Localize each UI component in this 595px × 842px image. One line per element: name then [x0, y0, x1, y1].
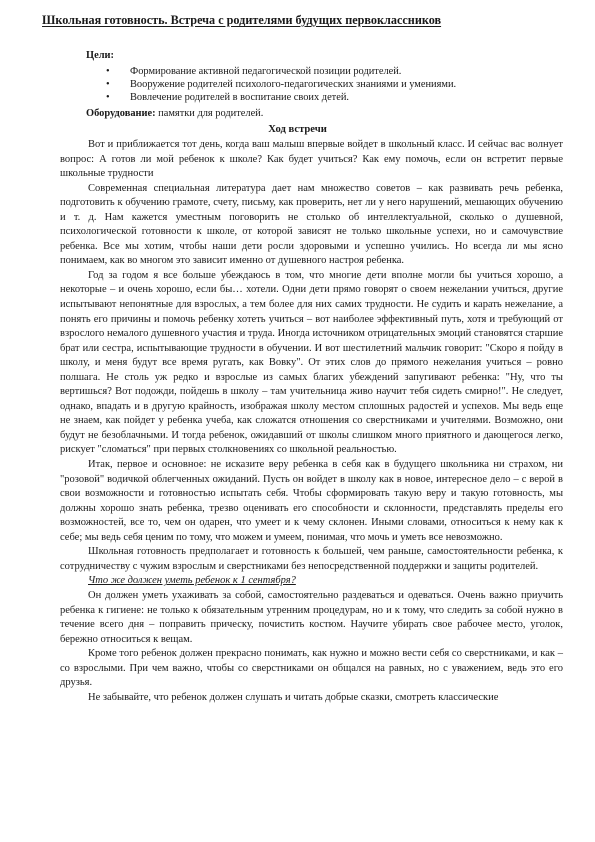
equipment-line	[86, 108, 263, 119]
bullet-icon: •	[106, 79, 110, 91]
bullet-icon: •	[106, 92, 110, 104]
bullet-icon: •	[106, 66, 110, 77]
paragraph: Современная специальная литература дает нам множество советов – как развивать речь ребенка, подготовить к обучению грамоте, счету, письму, как проверить, нет ли у него нарушений, мешающих обучению и т. д. Нам кажется уместным поговорить не столько об интеллектуальной, сколько о душевной, психологической готовности к школе, от которой зависят не только школьные успехи, но и самочувствие ребенка. Все мы хотим, чтобы наши дети росли здоровыми и успешно учились. Но всегда ли мы ясно понимаем, как во многом это зависит именно от душевного настроя ребенка.	[60, 182, 563, 267]
goal-text: Вовлечение родителей в воспитание своих детей.	[130, 92, 349, 104]
goal-item	[86, 91, 556, 104]
equipment-label: Оборудование:	[86, 108, 156, 119]
paragraph: Кроме того ребенок должен прекрасно понимать, как нужно и можно вести себя со сверстниками, и как – со взрослыми. При чем важно, чтобы со сверстниками он общался на равных, но с уважением, ведь это его друзья.	[60, 648, 563, 689]
page-title: Школьная готовность. Встреча с родителями будущих первоклассников	[42, 13, 442, 27]
goal-item	[86, 65, 556, 78]
goal-text: Вооружение родителей психолого-педагогических знаниями и умениями.	[130, 79, 457, 91]
section-heading: Ход встречи	[268, 124, 327, 135]
goal-item	[86, 78, 556, 91]
paragraph: Итак, первое и основное: не исказите веру ребенка в себя как в будущего школьника ни страхом, ни "розовой" водичкой облегченных ожиданий. Пусть он войдет в школу как в новое, интересное дело – с верой в свои возможности и готовностью испытать себя. Чтобы сформировать такую веру и такую готовность, мы должны хорошо знать ребенка, трезво оценивать его способности и склонности, представлять пределы его возможностей, все то, чем он одарен, что умеет и к чему склонен. Иными словами, относиться к нему как к себе; мы ведь себя ценим по тому, что можем и умеем, понимая, что мочь и уметь все невозможно.	[60, 459, 563, 543]
goal-text: Формирование активной педагогической позиции родителей.	[130, 66, 402, 77]
paragraph: Год за годом я все больше убеждаюсь в том, что многие дети вполне могли бы учиться хорошо, а некоторые – и очень хорошо, если бы… хотели. Одни дети прямо говорят о своем нежелании учиться, другие испытывают непонятные для взрослых, а тем более для них самих трудности. Не судить и карать нежелание, а понять его причины и помочь ребенку хотеть учиться – вот наиболее эффективный путь, хотя и требующий от взрослого немалого душевного участия и труда. Иногда источником отрицательных эмоций становятся старшие брат или сестра, испытывающие трудности в обучении. И вот шестилетний мальчик говорит: "Скоро я пойду в школу, и меня будут все время ругать, как Вовку". От этих слов до прямого нежелания учиться – ровно полшага. Не столь уж редко и взрослые из самых благих убеждений запугивают ребенка: "Ну, что ты вертишься? Вот подожди, пойдешь в школу – там учительница живо научит тебя сидеть смирно!". Не следует, однако, впадать и в другую крайность, изображая школу местом сплошных радостей и успехов. Мы ведь еще не знаем, как пойдет у ребенка учеба, как сложатся отношения со сверстниками и учителями. Возможно, они будут не безоблачными. И тогда ребенок, ожидавший от школы слишком много приятного и дающегося легко, рискует "сломаться" при первых столкновениях со школьной реальностью.	[60, 269, 563, 456]
paragraph: Он должен уметь ухаживать за собой, самостоятельно раздеваться и одеваться. Очень важно приучить ребенка к гигиене: не только к обязательным утренним процедурам, но и к тому, что следить за собой нужно в течение всего дня – поправить прическу, почистить костюм. Научите убирать свое рабочее место, уголок, бережно относиться к вещам.	[60, 589, 563, 645]
equipment-value: памятки для родителей.	[158, 108, 264, 119]
paragraph: Вот и приближается тот день, когда ваш малыш впервые войдет в школьный класс. И сейчас вас волнует вопрос: А готов ли мой ребенок к школе? Как будет учиться? Как ему помочь, если он встретит первые школьные трудности	[60, 139, 563, 180]
paragraph: Школьная готовность предполагает и готовность к большей, чем раньше, самостоятельности ребенка, к сотрудничеству с чужим взрослым и сверстниками без непосредственной поддержки и защиты родителей.	[60, 546, 563, 572]
question-subheading: Что же должен уметь ребенок к 1 сентября?	[88, 575, 296, 587]
document-body	[60, 138, 563, 705]
goals-list	[86, 65, 556, 105]
goals-label: Цели:	[86, 50, 114, 61]
paragraph: Не забывайте, что ребенок должен слушать и читать добрые сказки, смотреть классические	[88, 691, 499, 703]
